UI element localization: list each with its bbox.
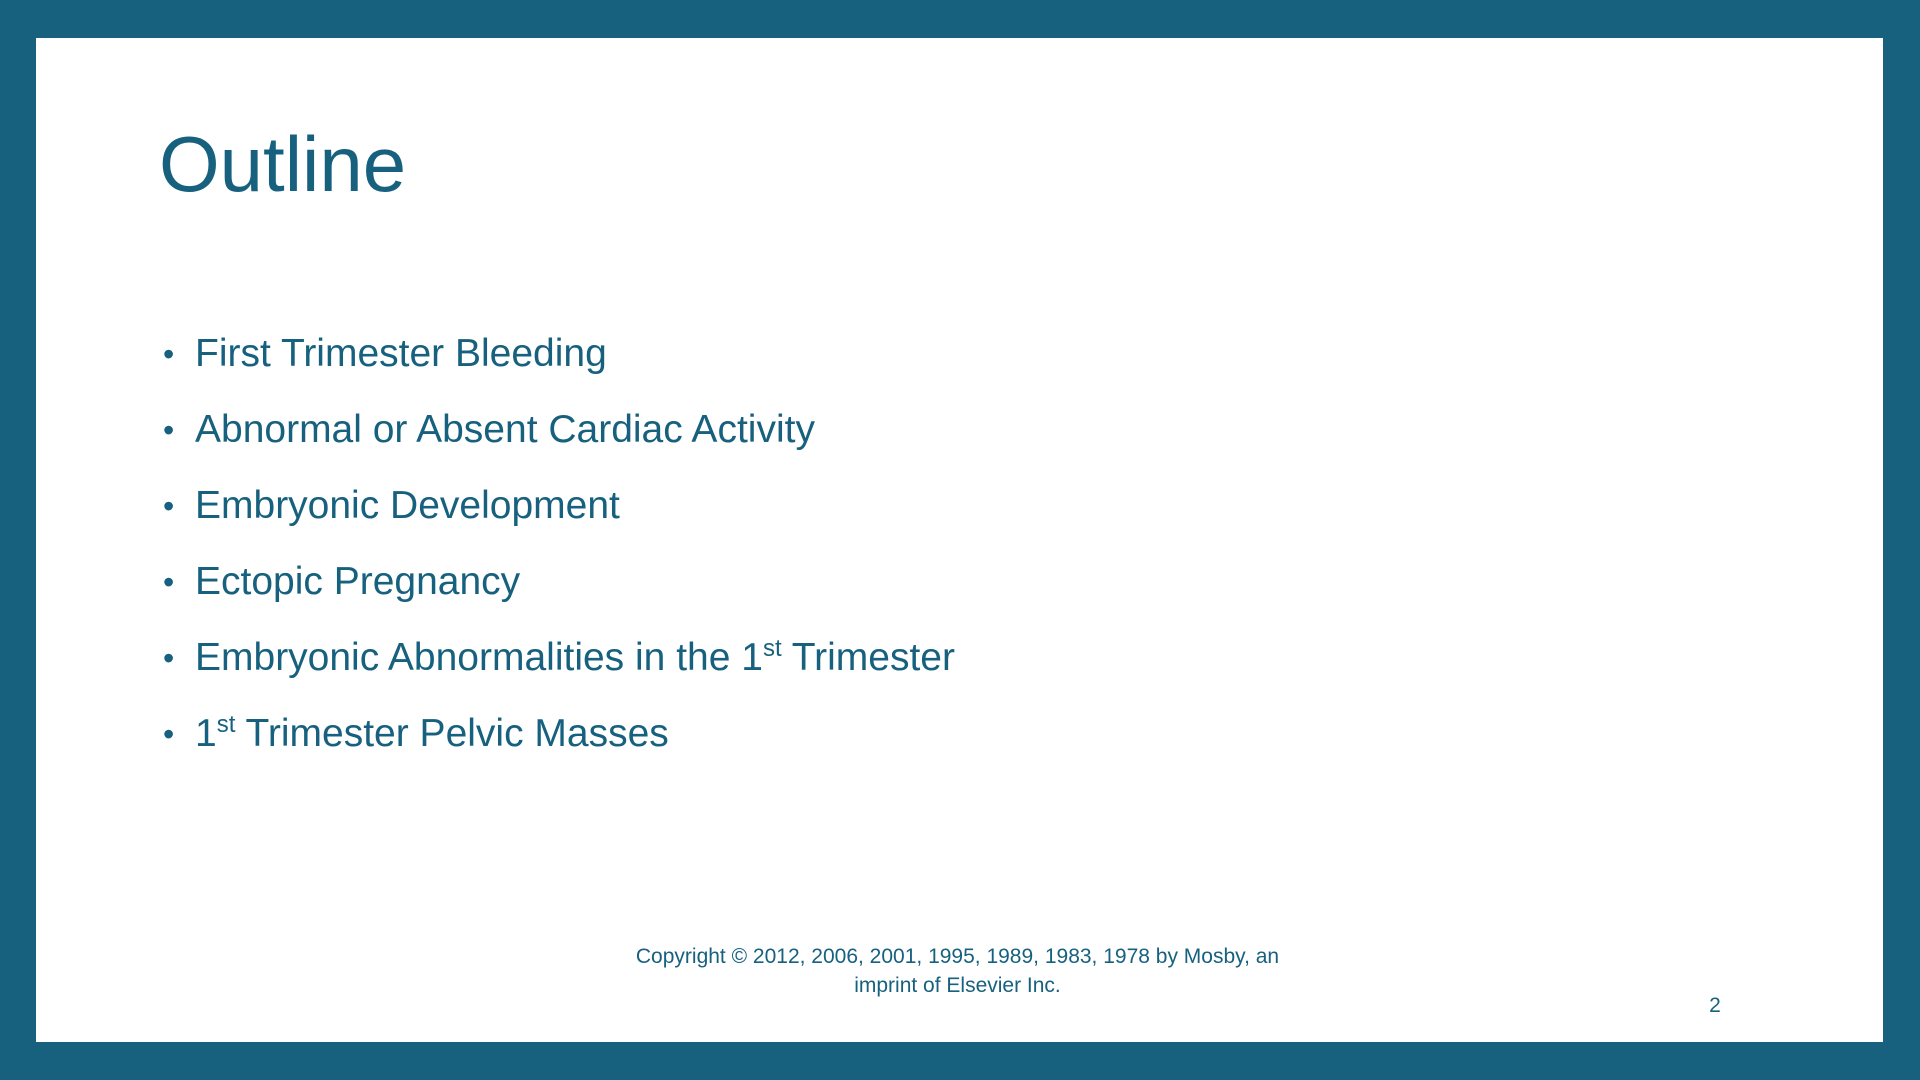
bullet-list — [159, 316, 955, 772]
bullet-item-pelvic-masses — [159, 696, 955, 772]
bullet-item-ectopic-pregnancy — [159, 544, 955, 620]
copyright-line-1: Copyright © 2012, 2006, 2001, 1995, 1989, 1983, 1978 by Mosby, an — [635, 945, 1280, 968]
bullet-text-part: 1 — [195, 712, 217, 755]
copyright-footer — [0, 942, 1915, 1000]
bullet-item-embryonic-abnormalities — [159, 620, 955, 696]
bullet-item-first-trimester-bleeding — [159, 316, 955, 392]
page-number: 2 — [1709, 994, 1721, 1017]
bullet-text: Embryonic Development — [195, 484, 620, 527]
bullet-item-cardiac-activity — [159, 392, 955, 468]
ordinal-superscript: st — [762, 635, 782, 662]
bullet-text: Abnormal or Absent Cardiac Activity — [195, 408, 815, 451]
ordinal-superscript: st — [216, 711, 236, 738]
bullet-text: First Trimester Bleeding — [195, 332, 607, 375]
bullet-text-part: Trimester Pelvic Masses — [235, 712, 669, 755]
bullet-text: Ectopic Pregnancy — [195, 560, 521, 603]
slide-title: Outline — [159, 120, 407, 208]
bullet-text-part: Trimester — [781, 636, 955, 679]
bullet-text-part: Embryonic Abnormalities in the 1 — [195, 636, 763, 679]
copyright-line-2: imprint of Elsevier Inc. — [854, 974, 1061, 997]
bullet-item-embryonic-development — [159, 468, 955, 544]
